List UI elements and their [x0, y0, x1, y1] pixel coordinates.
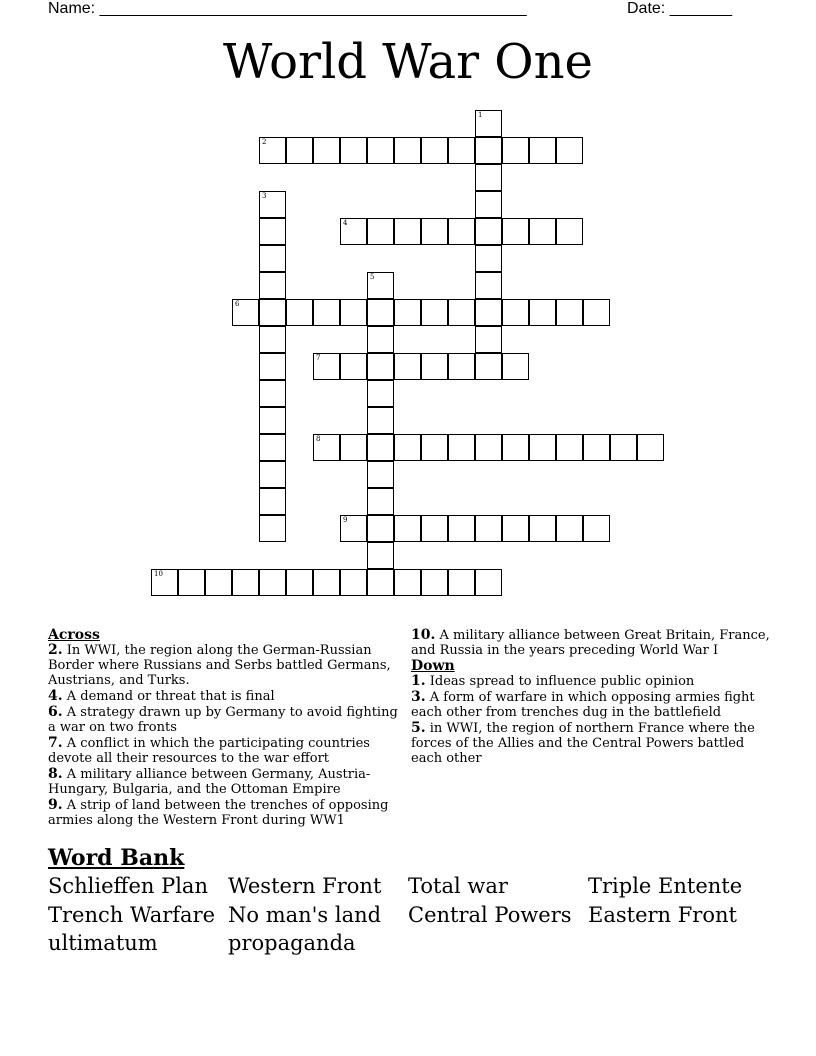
- crossword-cell[interactable]: [502, 137, 529, 164]
- cell-number: 2: [262, 138, 267, 146]
- crossword-cell[interactable]: [610, 434, 637, 461]
- crossword-cell[interactable]: [394, 569, 421, 596]
- crossword-cell[interactable]: [475, 353, 502, 380]
- down-clues: [411, 628, 771, 767]
- crossword-cell[interactable]: [394, 299, 421, 326]
- crossword-cell[interactable]: [259, 434, 286, 461]
- crossword-cell[interactable]: [556, 137, 583, 164]
- crossword-cell[interactable]: [475, 272, 502, 299]
- clue-across-2: [48, 643, 404, 688]
- crossword-cell[interactable]: [448, 515, 475, 542]
- crossword-cell[interactable]: [475, 164, 502, 191]
- crossword-cell[interactable]: [421, 515, 448, 542]
- crossword-cell[interactable]: [637, 434, 664, 461]
- crossword-cell[interactable]: [367, 407, 394, 434]
- crossword-cell[interactable]: [475, 326, 502, 353]
- crossword-cell[interactable]: [556, 515, 583, 542]
- crossword-cell[interactable]: [259, 191, 286, 218]
- crossword-cell[interactable]: [232, 569, 259, 596]
- crossword-cell[interactable]: [232, 299, 259, 326]
- clue-number: 6.: [48, 704, 63, 720]
- crossword-cell[interactable]: [367, 272, 394, 299]
- word-bank-item: Central Powers: [408, 903, 572, 927]
- crossword-cell[interactable]: [583, 434, 610, 461]
- crossword-cell[interactable]: [502, 218, 529, 245]
- crossword-cell[interactable]: [475, 245, 502, 272]
- crossword-cell[interactable]: [421, 569, 448, 596]
- crossword-cell[interactable]: [421, 218, 448, 245]
- crossword-cell[interactable]: [529, 218, 556, 245]
- crossword-cell[interactable]: [259, 137, 286, 164]
- cell-number: 8: [316, 435, 321, 443]
- crossword-cell[interactable]: [394, 434, 421, 461]
- word-bank-item: propaganda: [228, 931, 356, 955]
- crossword-cell[interactable]: [583, 299, 610, 326]
- crossword-cell[interactable]: [367, 299, 394, 326]
- cell-number: 4: [343, 219, 348, 227]
- crossword-cell[interactable]: [259, 515, 286, 542]
- crossword-cell[interactable]: [286, 569, 313, 596]
- clue-text: Ideas spread to influence public opinion: [429, 674, 695, 689]
- clue-number: 2.: [48, 642, 63, 658]
- crossword-cell[interactable]: [259, 245, 286, 272]
- crossword-cell[interactable]: [448, 299, 475, 326]
- date-field-label: Date: _______: [627, 0, 732, 17]
- clue-text: in WWI, the region of northern France where the forces of the Allies and the Central Powers battled each other: [411, 721, 755, 766]
- clue-text: A military alliance between Germany, Austria-Hungary, Bulgaria, and the Ottoman Empire: [48, 767, 371, 797]
- crossword-cell[interactable]: [583, 515, 610, 542]
- crossword-cell[interactable]: [313, 353, 340, 380]
- crossword-cell[interactable]: [475, 218, 502, 245]
- crossword-cell[interactable]: [259, 272, 286, 299]
- crossword-cell[interactable]: [340, 218, 367, 245]
- clue-down-1: [411, 674, 771, 689]
- crossword-cell[interactable]: [529, 137, 556, 164]
- crossword-cell[interactable]: [259, 326, 286, 353]
- word-bank-item: Eastern Front: [588, 903, 737, 927]
- clue-text: In WWI, the region along the German-Russian Border where Russians and Serbs battled Germans, Austrians, and Turks.: [48, 643, 391, 688]
- crossword-cell[interactable]: [367, 326, 394, 353]
- clue-text: A strategy drawn up by Germany to avoid fighting a war on two fronts: [48, 705, 398, 735]
- clue-across-4: [48, 689, 404, 704]
- crossword-cell[interactable]: [448, 137, 475, 164]
- crossword-cell[interactable]: [340, 515, 367, 542]
- crossword-cell[interactable]: [502, 515, 529, 542]
- word-bank-item: Schlieffen Plan: [48, 874, 208, 898]
- crossword-cell[interactable]: [286, 299, 313, 326]
- crossword-cell[interactable]: [475, 299, 502, 326]
- crossword-cell[interactable]: [475, 137, 502, 164]
- cell-number: 3: [262, 192, 267, 200]
- crossword-cell[interactable]: [529, 515, 556, 542]
- crossword-cell[interactable]: [502, 353, 529, 380]
- crossword-cell[interactable]: [205, 569, 232, 596]
- crossword-cell[interactable]: [151, 569, 178, 596]
- crossword-cell[interactable]: [367, 218, 394, 245]
- crossword-cell[interactable]: [313, 569, 340, 596]
- clue-text: A conflict in which the participating countries devote all their resources to the war effort: [48, 736, 370, 766]
- crossword-cell[interactable]: [475, 569, 502, 596]
- crossword-cell[interactable]: [259, 353, 286, 380]
- crossword-cell[interactable]: [502, 434, 529, 461]
- crossword-cell[interactable]: [394, 353, 421, 380]
- crossword-cell[interactable]: [475, 515, 502, 542]
- crossword-cell[interactable]: [421, 137, 448, 164]
- clue-number: 7.: [48, 735, 63, 751]
- crossword-cell[interactable]: [529, 434, 556, 461]
- crossword-cell[interactable]: [448, 434, 475, 461]
- crossword-cell[interactable]: [259, 380, 286, 407]
- crossword-cell[interactable]: [529, 299, 556, 326]
- crossword-cell[interactable]: [394, 515, 421, 542]
- clue-across-6: [48, 705, 404, 735]
- crossword-cell[interactable]: [448, 569, 475, 596]
- cell-number: 6: [235, 300, 240, 308]
- name-field-label: Name: ________________________________________________: [48, 0, 527, 17]
- crossword-cell[interactable]: [313, 137, 340, 164]
- crossword-cell[interactable]: [367, 542, 394, 569]
- crossword-cell[interactable]: [367, 353, 394, 380]
- clue-across-9: [48, 798, 404, 828]
- clue-number: 4.: [48, 688, 63, 704]
- crossword-cell[interactable]: [367, 461, 394, 488]
- clue-text: A strip of land between the trenches of opposing armies along the Western Front during WW1: [48, 798, 389, 828]
- crossword-cell[interactable]: [340, 353, 367, 380]
- crossword-cell[interactable]: [313, 299, 340, 326]
- crossword-cell[interactable]: [259, 299, 286, 326]
- crossword-cell[interactable]: [394, 218, 421, 245]
- crossword-cell[interactable]: [259, 218, 286, 245]
- crossword-cell[interactable]: [556, 299, 583, 326]
- crossword-cell[interactable]: [421, 299, 448, 326]
- crossword-cell[interactable]: [259, 488, 286, 515]
- crossword-cell[interactable]: [340, 569, 367, 596]
- crossword-cell[interactable]: [340, 299, 367, 326]
- clue-number: 1.: [411, 673, 426, 689]
- clue-text: A form of warfare in which opposing armies fight each other from trenches dug in the battlefield: [411, 690, 755, 720]
- cell-number: 10: [154, 570, 163, 578]
- clue-number: 8.: [48, 766, 63, 782]
- crossword-cell[interactable]: [367, 434, 394, 461]
- crossword-cell[interactable]: [259, 461, 286, 488]
- clue-text: A military alliance between Great Britain, France, and Russia in the years preceding World War I: [411, 628, 770, 658]
- crossword-cell[interactable]: [286, 137, 313, 164]
- crossword-cell[interactable]: [367, 569, 394, 596]
- crossword-cell[interactable]: [259, 569, 286, 596]
- clue-across-10: [411, 628, 771, 658]
- word-bank-item: ultimatum: [48, 931, 158, 955]
- crossword-cell[interactable]: [394, 137, 421, 164]
- crossword-cell[interactable]: [475, 434, 502, 461]
- across-clues: [48, 628, 404, 829]
- clue-text: A demand or threat that is final: [66, 689, 275, 704]
- crossword-cell[interactable]: [178, 569, 205, 596]
- crossword-cell[interactable]: [340, 434, 367, 461]
- crossword-cell[interactable]: [313, 434, 340, 461]
- crossword-cell[interactable]: [448, 218, 475, 245]
- clue-across-8: [48, 767, 404, 797]
- clue-down-5: [411, 721, 771, 766]
- cell-number: 9: [343, 516, 348, 524]
- clue-number: 5.: [411, 720, 426, 736]
- crossword-cell[interactable]: [367, 380, 394, 407]
- word-bank-title: Word Bank: [48, 845, 185, 871]
- crossword-cell[interactable]: [475, 191, 502, 218]
- crossword-cell[interactable]: [502, 299, 529, 326]
- across-heading: Across: [48, 627, 100, 643]
- crossword-cell[interactable]: [448, 353, 475, 380]
- crossword-cell[interactable]: [367, 515, 394, 542]
- crossword-cell[interactable]: [556, 218, 583, 245]
- cell-number: 1: [478, 111, 483, 119]
- crossword-cell[interactable]: [475, 110, 502, 137]
- clue-number: 3.: [411, 689, 426, 705]
- down-heading: Down: [411, 658, 455, 674]
- crossword-cell[interactable]: [421, 353, 448, 380]
- crossword-cell[interactable]: [340, 137, 367, 164]
- word-bank-item: No man's land: [228, 903, 382, 927]
- cell-number: 7: [316, 354, 321, 362]
- crossword-cell[interactable]: [421, 434, 448, 461]
- clue-number: 10.: [411, 627, 436, 643]
- word-bank-item: Total war: [408, 874, 508, 898]
- clue-down-3: [411, 690, 771, 720]
- clue-across-7: [48, 736, 404, 766]
- page-title: World War One: [223, 34, 593, 90]
- clue-number: 9.: [48, 797, 63, 813]
- word-bank-item: Western Front: [228, 874, 382, 898]
- word-bank-item: Trench Warfare: [48, 903, 216, 927]
- crossword-cell[interactable]: [367, 137, 394, 164]
- word-bank-item: Triple Entente: [588, 874, 743, 898]
- crossword-cell[interactable]: [367, 488, 394, 515]
- crossword-cell[interactable]: [556, 434, 583, 461]
- cell-number: 5: [370, 273, 375, 281]
- crossword-cell[interactable]: [259, 407, 286, 434]
